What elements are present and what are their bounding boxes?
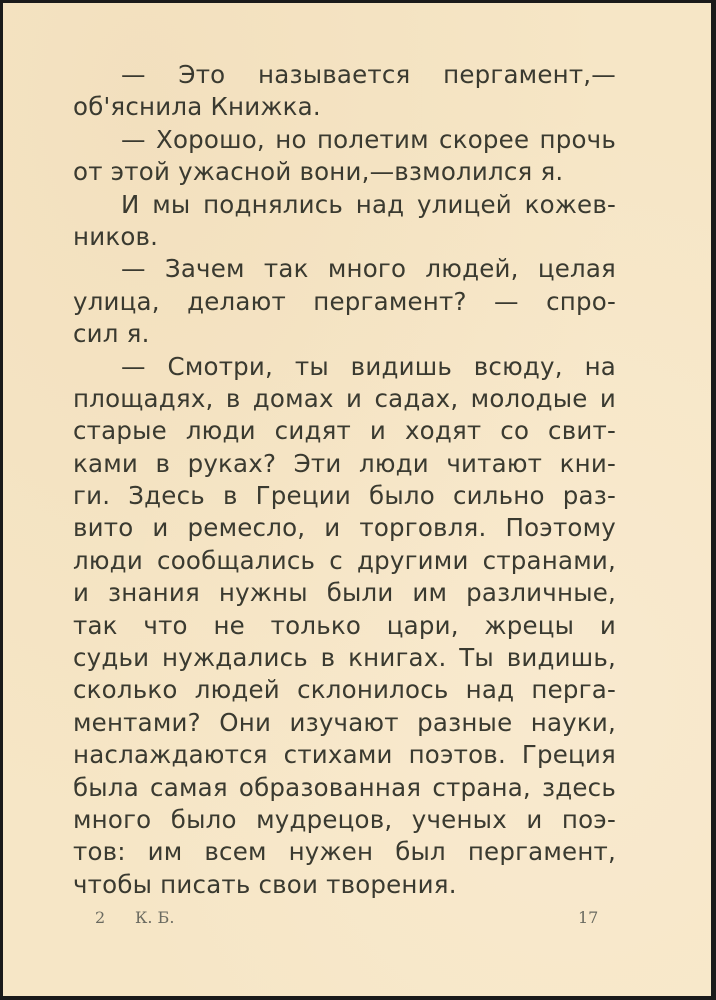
text-line: сил я. bbox=[73, 319, 150, 349]
signature-number: 2 bbox=[95, 908, 106, 927]
text-line: много было мудрецов, ученых и поэ- bbox=[73, 804, 616, 834]
signature-abbreviation: К. Б. bbox=[135, 908, 175, 927]
text-line: старые люди сидят и ходят со свит- bbox=[73, 416, 616, 446]
text-line: наслаждаются стихами поэтов. Греция bbox=[73, 740, 616, 770]
text-line: — Хорошо, но полетим скорее прочь bbox=[121, 124, 616, 154]
text-line: площадях, в домах и садах, молодые и bbox=[73, 383, 616, 413]
text-line: — Это называется пергамент,— bbox=[121, 60, 616, 89]
page-number: 17 bbox=[578, 908, 599, 927]
text-line: ками в руках? Эти люди читают кни- bbox=[73, 448, 616, 478]
text-line: была самая образованная страна, здесь bbox=[73, 772, 616, 802]
book-page bbox=[3, 3, 711, 996]
text-line: — Смотри, ты видишь всюду, на bbox=[121, 351, 616, 381]
text-line: улица, делают пергамент? — спро- bbox=[73, 286, 616, 316]
text-line: судьи нуждались в книгах. Ты видишь, bbox=[73, 643, 616, 673]
text-line: люди сообщались с другими странами, bbox=[73, 545, 616, 575]
text-line: чтобы писать свои творения. bbox=[73, 869, 457, 899]
text-line: ментами? Они изучают разные науки, bbox=[73, 707, 616, 737]
text-line: и знания нужны были им различные, bbox=[73, 578, 616, 608]
text-line: ги. Здесь в Греции было сильно раз- bbox=[73, 481, 616, 511]
text-line: вито и ремесло, и торговля. Поэтому bbox=[73, 513, 616, 543]
text-line: ников. bbox=[73, 221, 159, 251]
body-text bbox=[73, 59, 616, 901]
text-line: так что не только цари, жрецы и bbox=[73, 610, 616, 640]
text-line: об'яснила Книжка. bbox=[73, 92, 321, 122]
text-line: от этой ужасной вони,—взмолился я. bbox=[73, 157, 564, 187]
text-line: сколько людей склонилось над перга- bbox=[73, 675, 616, 705]
text-line: — Зачем так много людей, целая bbox=[121, 254, 616, 284]
text-line: тов: им всем нужен был пергамент, bbox=[73, 837, 616, 867]
text-line: И мы поднялись над улицей кожев- bbox=[121, 189, 616, 219]
